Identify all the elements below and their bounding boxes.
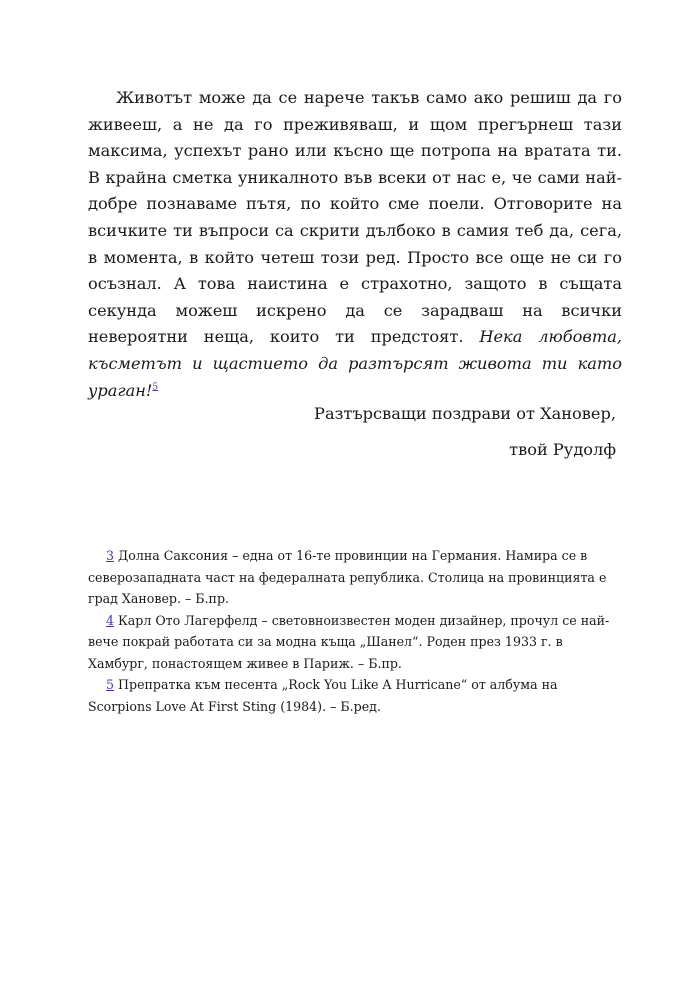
footnote-item xyxy=(88,545,618,610)
footnote-item xyxy=(88,610,618,675)
footnote-number-link[interactable]: 5 xyxy=(106,677,115,692)
footnote-text: Долна Саксония – една от 16-те провинции на Германия. Намира се в северозападната част на федералната република. Столица на провинцията е град Хановер. – Б.пр. xyxy=(88,548,607,606)
footnote-number-link[interactable]: 3 xyxy=(106,548,115,563)
footnotes-section xyxy=(88,545,618,717)
signature-greeting: Разтърсващи поздрави от Хановер, xyxy=(314,404,616,423)
signature-name: твой Рудолф xyxy=(509,440,616,459)
footnote-number-link[interactable]: 4 xyxy=(106,612,115,628)
body-paragraph-text: Животът може да се нарече такъв само ако решиш да го живееш, а не да го преживяваш, и щом прегърнеш тази максима, успехът рано или късно ще потропа на вратата ти. В крайна сметка уникалното във всеки от нас е, че сами най-добре познаваме пътя, по който сме поели. Отговорите на всичките ти въпроси са скрити дълбоко в самия теб да, сега, в момента, в който четеш този ред. Просто все още не си го осъзнал. А това наистина е страхотно, защото в същата секунда можеш искрено да се зарадваш на всички невероятни неща, които ти предстоят. xyxy=(88,88,622,347)
footnote-text: Карл Ото Лагерфелд – световноизвестен моден дизайнер, прочул се най-вече покрай работата си за модна къща „Шанел“. Роден през 1933 г. в Хамбург, понастоящем живее в Париж. – Б.пр. xyxy=(88,612,610,671)
body-italic-text: Нека любовта, късметът и щастието да разтърсят живота ти като ураган! xyxy=(88,327,622,400)
body-paragraph xyxy=(88,85,622,404)
footnote-text: Препратка към песента „Rock You Like A Hurricane“ от албума на Scorpions Love At First Sting (1984). – Б.ред. xyxy=(88,677,558,714)
footnote-item xyxy=(88,674,618,717)
footnote-reference-link[interactable]: 5 xyxy=(152,382,159,393)
